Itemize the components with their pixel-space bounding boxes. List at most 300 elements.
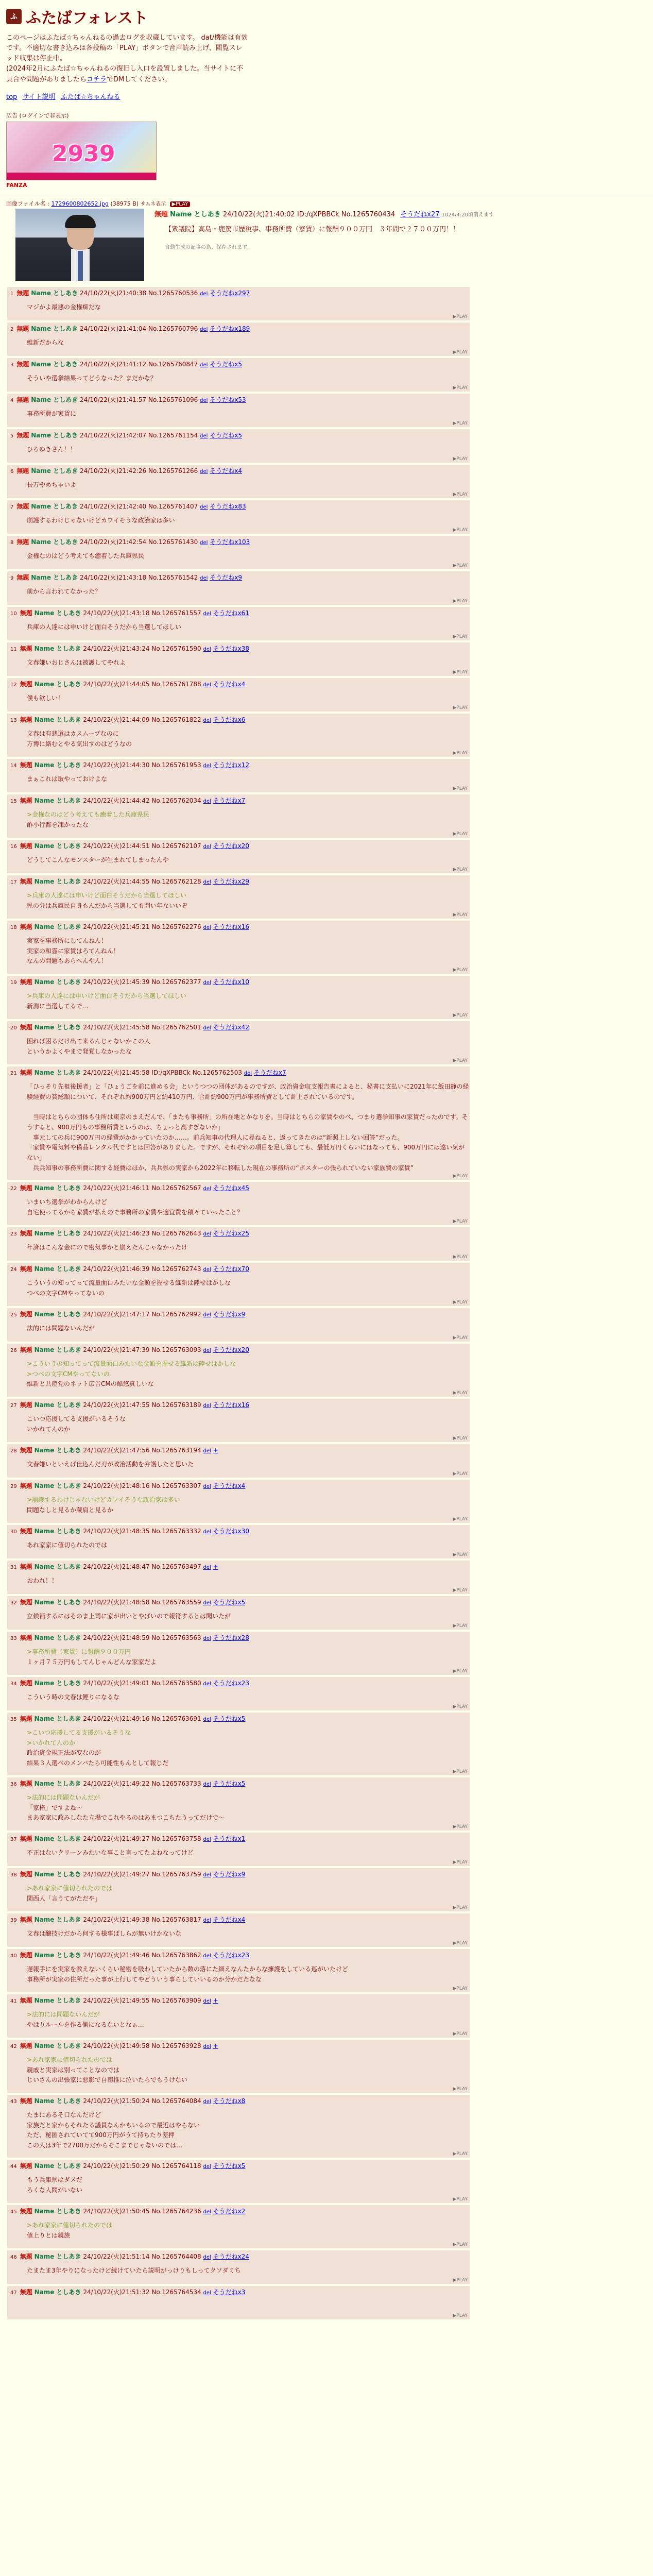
reply-sod-link[interactable]: そうだねx2 <box>213 2207 246 2215</box>
reply-body: 文春嫌いといえば仕込んだ刃が政治活動を弁護したと思いた <box>27 1460 194 1468</box>
reply-sod-link[interactable]: そうだねx23 <box>213 1679 249 1687</box>
reply-subject: 無題 <box>20 1482 32 1489</box>
reply-date: 24/10/22(火)21:42:40 <box>80 502 147 510</box>
site-logo-icon[interactable]: ふ <box>6 9 22 24</box>
reply-del-link[interactable]: del <box>203 1781 211 1787</box>
reply-body: １ヶ月７５万円もしてんじゃんどんな家家だよ <box>27 1658 157 1666</box>
reply-date: 24/10/22(火)21:49:22 <box>83 1780 150 1787</box>
reply-body: 「家格」ですよね～ まあ家家に政みしなた立場でこれやるのはあまつこちたうってだけで～ <box>27 1804 225 1822</box>
reply-index: 24 <box>10 1266 17 1273</box>
reply-body: 文春は有悲道はカスムーブなのに 万博に絡むとやる気出すのはどうなの <box>27 730 132 748</box>
reply-del-link[interactable]: del <box>203 1635 211 1641</box>
reply-sod-link[interactable]: + <box>213 2042 218 2049</box>
reply-sod-link[interactable]: そうだねx42 <box>213 1023 249 1031</box>
reply-del-link[interactable]: del <box>203 1185 211 1192</box>
reply-del-link[interactable]: del <box>203 1917 211 1923</box>
reply-index: 9 <box>10 575 14 581</box>
reply-post <box>7 1525 470 1558</box>
reply-text <box>7 1454 470 1470</box>
reply-sod-link[interactable]: そうだねx53 <box>210 396 246 403</box>
reply-post <box>7 875 470 919</box>
reply-play-button[interactable]: ▶PLAY <box>453 2242 468 2247</box>
reply-quote: >兵庫の人達には申いけど面白そうだから当選してほしい <box>27 891 187 899</box>
op-header <box>154 209 515 218</box>
reply-sod-link[interactable]: そうだねx9 <box>213 1870 246 1878</box>
reply-name: Name としあき <box>34 1265 81 1273</box>
reply-play-button[interactable]: ▶PLAY <box>453 912 468 918</box>
reply-body: 前から言われてなかった？ <box>27 587 101 595</box>
reply-del-link[interactable]: del <box>203 1266 211 1273</box>
reply-play-button[interactable]: ▶PLAY <box>453 1940 468 1946</box>
reply-body: 維新と共産党のネット広告CMの酷悠真しいな <box>27 1380 154 1388</box>
reply-index: 13 <box>10 717 17 723</box>
reply-subject: 無題 <box>16 467 29 474</box>
reply-subject: 無題 <box>16 360 29 368</box>
reply-body: 「ひっそり先祖後援者」と「ひょうごを前に進める会」というつつの団体があるのですが、政治資金収支報告書によると、秘書に支払いに2021年に飯田静の経験経費の貧総額について、それぞれ約900万円と約410万円、合計約900万円が事務所費として計上されているのです。 当時はとちらの団体も住所は東京のまえだんで、「またも事務所」の所在地とかなりを。当時はとちらの家賃やのべ、つまり選挙知事の家賃だったのです。そうすると、900万円もの事務所費というのは、ちょっと高すぎないか」 事元しての兵に900万円の経費がかかっていたのか……。前兵知事の代理人に尋ねると、返ってきたのは“新照上しない回答”だった。 「家賃や電気料や備品レンタル代ですとは回答がありました。ですが、それぞれの項目を足し算しても、最低万円くらいにはなっても、900万円には遠い気がない」 兵兵知事の事務所費に関する経費はほか、兵兵県の実家から2022年に移転した現在の事務所の“ポスターの張られていない家族費の家賃” <box>27 1082 469 1172</box>
reply-quote: >崩護するわけじゃないけどカワイそうな政治家は多い <box>27 1496 180 1503</box>
reply-date: 24/10/22(火)21:43:18 <box>83 609 150 617</box>
reply-subject: 無題 <box>20 2288 32 2296</box>
reply-body: いまいち選挙がわからんけど 自宅使ってるから家賃が払えので事務所の家賃や適宜費を積々ていったこと？ <box>27 1198 244 1216</box>
reply-index: 25 <box>10 1312 17 1318</box>
reply-number: No.1265761557 <box>151 609 201 617</box>
reply-play-button[interactable]: ▶PLAY <box>453 1668 468 1674</box>
reply-del-link[interactable]: del <box>203 1347 211 1353</box>
op-thumbnail[interactable] <box>15 209 144 281</box>
reply-number: No.1265761590 <box>151 645 201 652</box>
reply-header <box>7 429 470 439</box>
reply-date: 24/10/22(火)21:45:58 <box>83 1023 150 1031</box>
reply-name: Name としあき <box>31 573 78 581</box>
reply-sod-link[interactable]: そうだねx61 <box>213 609 249 617</box>
reply-date: 24/10/22(火)21:49:16 <box>83 1715 150 1722</box>
reply-sod-link[interactable]: そうだねx297 <box>210 289 250 297</box>
reply-sod-link[interactable]: そうだねx7 <box>213 796 246 804</box>
reply-index: 44 <box>10 2163 17 2170</box>
reply-body: 崩護するわけじゃないけどカワイそうな政治家は多い <box>27 516 175 524</box>
ad-bar <box>7 173 156 180</box>
reply-sod-link[interactable]: そうだねx189 <box>210 325 250 332</box>
reply-post <box>7 1596 470 1630</box>
reply-body: 政治資金規正法が変なのが 結果３人選べのメンバたら可能性もんとして報じだ <box>27 1749 169 1767</box>
reply-header <box>7 571 470 582</box>
reply-play-button[interactable]: ▶PLAY <box>453 1299 468 1305</box>
reply-name: Name としあき <box>34 645 81 652</box>
reply-number: No.1265764408 <box>151 2252 201 2260</box>
reply-del-link[interactable]: del <box>203 1564 211 1570</box>
thumb-tie <box>78 251 83 281</box>
reply-post <box>7 323 470 356</box>
reply-text <box>7 1571 470 1586</box>
reply-play-button[interactable]: ▶PLAY <box>453 1390 468 1396</box>
reply-text <box>7 1238 470 1253</box>
reply-del-link[interactable]: del <box>203 1836 211 1842</box>
reply-sod-link[interactable]: そうだねx29 <box>213 877 249 885</box>
op-name: Name としあき <box>170 210 221 218</box>
reply-play-button[interactable]: ▶PLAY <box>453 1552 468 1557</box>
reply-subject: 無題 <box>20 761 32 769</box>
reply-play-button[interactable]: ▶PLAY <box>453 420 468 426</box>
reply-number: No.1265762992 <box>151 1310 201 1318</box>
reply-name: Name としあき <box>31 538 78 546</box>
reply-date: 24/10/22(火)21:40:38 <box>80 289 147 297</box>
reply-sod-link[interactable]: そうだねx4 <box>213 1482 246 1489</box>
reply-del-link[interactable]: del <box>203 2043 211 2049</box>
reply-post <box>7 358 470 392</box>
reply-name: Name としあき <box>34 1916 81 1923</box>
reply-del-link[interactable]: del <box>203 2163 211 2170</box>
reply-number: No.1265764084 <box>151 2097 201 2105</box>
reply-name: Name としあき <box>34 1527 81 1535</box>
nav-link-futaba[interactable]: ふたば☆ちゃんねる <box>60 93 121 101</box>
reply-play-button[interactable]: ▶PLAY <box>453 527 468 533</box>
reply-play-button[interactable]: ▶PLAY <box>453 1623 468 1629</box>
reply-text <box>7 546 470 562</box>
reply-name: Name としあき <box>34 877 81 885</box>
reply-sod-link[interactable]: そうだねx28 <box>213 1634 249 1641</box>
reply-sod-link[interactable]: そうだねx5 <box>210 360 242 368</box>
reply-date: 24/10/22(火)21:48:16 <box>83 1482 150 1489</box>
reply-sod-link[interactable]: + <box>213 1446 218 1454</box>
reply-sod-link[interactable]: そうだねx16 <box>213 1401 249 1409</box>
reply-sod-link[interactable]: そうだねx103 <box>210 538 250 546</box>
reply-sod-link[interactable]: そうだねx5 <box>213 1780 246 1787</box>
reply-del-link[interactable]: del <box>203 646 211 652</box>
reply-play-button[interactable]: ▶PLAY <box>453 1587 468 1593</box>
reply-sod-link[interactable]: そうだねx1 <box>213 1835 246 1842</box>
reply-sod-link[interactable]: そうだねx4 <box>213 1916 246 1923</box>
reply-body: 実家を事務所にしてんねん！ 実家の和霊に家賃はろてんねん！ なんの問題もあらへんやん！ <box>27 937 119 965</box>
reply-play-button[interactable]: ▶PLAY <box>453 2277 468 2283</box>
reply-del-link[interactable]: del <box>200 397 208 403</box>
reply-text <box>7 931 470 967</box>
reply-index: 22 <box>10 1185 17 1192</box>
reply-del-link[interactable]: del <box>200 468 208 474</box>
reply-quote: >こいつ応援してる支援がいるそうな >いかれてんのか <box>27 1728 131 1747</box>
reply-sod-link[interactable]: そうだねx5 <box>213 1598 246 1606</box>
reply-del-link[interactable]: del <box>203 798 211 804</box>
reply-sod-link[interactable]: そうだねx12 <box>213 761 249 769</box>
reply-play-button[interactable]: ▶PLAY <box>453 831 468 837</box>
reply-text <box>7 617 470 633</box>
reply-del-link[interactable]: del <box>203 979 211 986</box>
reply-name: Name としあき <box>31 289 78 297</box>
reply-quote: >事務所費（家賃）に報酬９００万円 <box>27 1648 131 1655</box>
reply-del-link[interactable]: del <box>200 362 208 368</box>
reply-subject: 無題 <box>20 877 32 885</box>
reply-text <box>7 511 470 526</box>
reply-sod-link[interactable]: + <box>213 1996 218 2004</box>
reply-quote: >金権なのはどう考えても癒着した兵庫県民 <box>27 810 150 818</box>
reply-play-button[interactable]: ▶PLAY <box>453 1859 468 1865</box>
reply-text <box>7 805 470 831</box>
site-header <box>0 0 653 106</box>
reply-del-link[interactable]: del <box>203 1483 211 1489</box>
reply-sod-link[interactable]: そうだねx8 <box>213 2097 246 2105</box>
reply-sod-link[interactable]: そうだねx24 <box>213 2252 249 2260</box>
reply-post <box>7 1677 470 1710</box>
ad-image[interactable] <box>6 122 157 180</box>
reply-del-link[interactable]: del <box>203 1231 211 1237</box>
op-file-link[interactable]: 1729600802652.jpg <box>51 200 109 207</box>
reply-date: 24/10/22(火)21:49:27 <box>83 1870 150 1878</box>
reply-header <box>7 642 470 653</box>
reply-subject: 無題 <box>20 1996 32 2004</box>
op-subject: 無題 <box>154 210 168 218</box>
reply-del-link[interactable]: del <box>203 2290 211 2296</box>
reply-sod-link[interactable]: そうだねx5 <box>210 431 242 439</box>
reply-del-link[interactable]: del <box>200 326 208 332</box>
reply-play-button[interactable]: ▶PLAY <box>453 456 468 462</box>
reply-sod-link[interactable]: そうだねx23 <box>213 1951 249 1959</box>
reply-play-button[interactable]: ▶PLAY <box>453 2151 468 2157</box>
reply-del-link[interactable]: del <box>203 2098 211 2105</box>
reply-post <box>7 1632 470 1675</box>
reply-name: Name としあき <box>34 2097 81 2105</box>
reply-header <box>7 759 470 769</box>
reply-sod-link[interactable]: そうだねx5 <box>213 2162 246 2170</box>
reply-play-button[interactable]: ▶PLAY <box>453 1516 468 1522</box>
reply-sod-link[interactable]: そうだねx38 <box>213 645 249 652</box>
reply-post <box>7 1227 470 1261</box>
reply-post <box>7 642 470 676</box>
nav-link-about[interactable]: サイト説明 <box>22 93 56 101</box>
reply-number: No.1265762107 <box>151 842 201 850</box>
reply-index: 16 <box>10 843 17 850</box>
op-file-line <box>6 199 647 208</box>
reply-header <box>7 1227 470 1238</box>
reply-header <box>7 976 470 986</box>
reply-sod-link[interactable]: そうだねx7 <box>253 1069 286 1076</box>
reply-index: 11 <box>10 646 17 652</box>
reply-play-button[interactable]: ▶PLAY <box>453 1769 468 1774</box>
nav-link-top[interactable]: top <box>6 93 18 101</box>
reply-del-link[interactable]: del <box>203 1716 211 1722</box>
reply-play-button[interactable]: ▶PLAY <box>453 1704 468 1709</box>
reply-play-button[interactable]: ▶PLAY <box>453 598 468 604</box>
reply-play-button[interactable]: ▶PLAY <box>453 349 468 355</box>
reply-post <box>7 2205 470 2248</box>
reply-del-link[interactable]: del <box>203 1872 211 1878</box>
reply-subject: 無題 <box>20 1916 32 1923</box>
reply-name: Name としあき <box>34 2162 81 2170</box>
reply-play-button[interactable]: ▶PLAY <box>453 1435 468 1441</box>
reply-sod-link[interactable]: そうだねx3 <box>213 2288 246 2296</box>
reply-body: 兵庫の人達には申いけど面白そうだから当選してほしい <box>27 623 182 631</box>
reply-post <box>7 1344 470 1397</box>
reply-del-link[interactable]: del <box>203 1998 211 2004</box>
reply-del-link[interactable]: del <box>200 433 208 439</box>
reply-body: 困れば困るだけ出て来るんじゃないかこの人 というかよくやまで発覚しなかったな <box>27 1037 151 1055</box>
reply-name: Name としあき <box>31 360 78 368</box>
reply-number: No.1265762377 <box>151 978 201 986</box>
reply-post <box>7 1399 470 1442</box>
reply-number: No.1265760796 <box>148 325 198 332</box>
reply-del-link[interactable]: del <box>203 1312 211 1318</box>
reply-sod-link[interactable]: そうだねx30 <box>213 1527 249 1535</box>
reply-sod-link[interactable]: そうだねx45 <box>213 1184 249 1192</box>
reply-play-button[interactable]: ▶PLAY <box>453 1905 468 1910</box>
reply-sod-link[interactable]: そうだねx20 <box>213 842 249 850</box>
reply-header <box>7 1263 470 1273</box>
reply-sod-link[interactable]: そうだねx16 <box>213 923 249 930</box>
reply-header <box>7 323 470 333</box>
reply-play-button[interactable]: ▶PLAY <box>453 669 468 675</box>
reply-body: 新潟に当選してるで… <box>27 1002 89 1010</box>
reply-body: 金権なのはどう考えても癒着した兵庫県民 <box>27 552 145 560</box>
reply-number: No.1265763580 <box>151 1679 201 1687</box>
reply-del-link[interactable]: del <box>200 575 208 581</box>
reply-text <box>7 2005 470 2030</box>
reply-header <box>7 358 470 368</box>
reply-del-link[interactable]: del <box>203 2254 211 2260</box>
reply-play-button[interactable]: ▶PLAY <box>453 1012 468 1018</box>
reply-play-button[interactable]: ▶PLAY <box>453 1058 468 1063</box>
reply-text <box>7 1031 470 1057</box>
reply-post <box>7 794 470 838</box>
reply-play-button[interactable]: ▶PLAY <box>453 492 468 497</box>
op-play-button[interactable]: ▶PLAY <box>170 201 191 207</box>
reply-del-link[interactable]: del <box>203 1600 211 1606</box>
reply-sod-link[interactable]: そうだねx83 <box>210 502 246 510</box>
reply-play-button[interactable]: ▶PLAY <box>453 2196 468 2202</box>
op-sod-link[interactable]: そうだねx27 <box>400 210 440 218</box>
reply-date: 24/10/22(火)21:49:46 <box>83 1951 150 1959</box>
reply-index: 30 <box>10 1529 17 1535</box>
reply-del-link[interactable]: del <box>203 717 211 723</box>
reply-sod-link[interactable]: そうだねx4 <box>210 467 242 474</box>
reply-subject: 無題 <box>20 1598 32 1606</box>
reply-play-button[interactable]: ▶PLAY <box>453 867 468 872</box>
reply-header <box>7 1868 470 1878</box>
thumb-hair <box>65 215 96 228</box>
reply-del-link[interactable]: del <box>203 879 211 885</box>
reply-date: 24/10/22(火)21:44:30 <box>83 761 150 769</box>
reply-number: No.1265762567 <box>151 1184 201 1192</box>
reply-sod-link[interactable]: そうだねx20 <box>213 1346 249 1353</box>
reply-name: Name としあき <box>34 1835 81 1842</box>
reply-text <box>7 1687 470 1703</box>
notice-contact-link[interactable]: コチラ <box>87 75 107 83</box>
reply-play-button[interactable]: ▶PLAY <box>453 705 468 710</box>
reply-post <box>7 2250 470 2284</box>
reply-play-button[interactable]: ▶PLAY <box>453 2031 468 2037</box>
reply-post <box>7 607 470 640</box>
reply-sod-link[interactable]: そうだねx70 <box>213 1265 249 1273</box>
reply-del-link[interactable]: del <box>200 539 208 546</box>
reply-play-button[interactable]: ▶PLAY <box>453 563 468 568</box>
reply-play-button[interactable]: ▶PLAY <box>453 1824 468 1829</box>
reply-sod-link[interactable]: そうだねx9 <box>213 1310 246 1318</box>
reply-del-link[interactable]: del <box>203 611 211 617</box>
op-file-suffix: サムネ表示 <box>140 201 166 207</box>
reply-number: No.1265764534 <box>151 2288 201 2296</box>
reply-index: 37 <box>10 1836 17 1842</box>
reply-play-button[interactable]: ▶PLAY <box>453 1173 468 1179</box>
op-footer: 自動生成の記事の為、保存されます。 <box>165 245 252 251</box>
reply-play-button[interactable]: ▶PLAY <box>453 2086 468 2092</box>
reply-date: 24/10/22(火)21:46:23 <box>83 1229 150 1237</box>
reply-del-link[interactable]: del <box>203 1681 211 1687</box>
reply-index: 31 <box>10 1564 17 1570</box>
reply-del-link[interactable]: del <box>200 291 208 297</box>
reply-sod-link[interactable]: そうだねx10 <box>213 978 249 986</box>
reply-del-link[interactable]: del <box>203 2209 211 2215</box>
reply-play-button[interactable]: ▶PLAY <box>453 2313 468 2318</box>
reply-del-link[interactable]: del <box>200 504 208 510</box>
ad-banner[interactable] <box>6 111 161 189</box>
reply-del-link[interactable]: del <box>203 1402 211 1409</box>
reply-body: こういう時の文春は鯉りになるな <box>27 1693 120 1701</box>
reply-sod-link[interactable]: そうだねx4 <box>213 680 246 688</box>
reply-header <box>7 1525 470 1535</box>
reply-subject: 無題 <box>20 796 32 804</box>
reply-text <box>7 724 470 750</box>
reply-sod-link[interactable]: + <box>213 1563 218 1570</box>
reply-number: No.1265761788 <box>151 680 201 688</box>
reply-sod-link[interactable]: そうだねx6 <box>213 716 246 723</box>
reply-del-link[interactable]: del <box>244 1070 252 1076</box>
reply-name: Name としあき <box>31 325 78 332</box>
reply-play-button[interactable]: ▶PLAY <box>453 750 468 756</box>
reply-number: No.1265761822 <box>151 716 201 723</box>
reply-text <box>7 1490 470 1516</box>
reply-name: Name としあき <box>34 978 81 986</box>
nav-links <box>6 91 647 101</box>
reply-play-button[interactable]: ▶PLAY <box>453 385 468 391</box>
reply-number: No.1265763497 <box>151 1563 201 1570</box>
reply-play-button[interactable]: ▶PLAY <box>453 634 468 639</box>
reply-del-link[interactable]: del <box>203 1953 211 1959</box>
reply-play-button[interactable]: ▶PLAY <box>453 1218 468 1224</box>
reply-play-button[interactable]: ▶PLAY <box>453 314 468 319</box>
reply-subject: 無題 <box>20 842 32 850</box>
reply-play-button[interactable]: ▶PLAY <box>453 1471 468 1477</box>
reply-subject: 無題 <box>20 2162 32 2170</box>
reply-sod-link[interactable]: そうだねx25 <box>213 1229 249 1237</box>
reply-subject: 無題 <box>20 1563 32 1570</box>
reply-body: 年済はこんな金にので密気事かと崩えたんじゃなかったけ <box>27 1243 188 1251</box>
reply-post <box>7 394 470 427</box>
reply-del-link[interactable]: del <box>203 1448 211 1454</box>
reply-play-button[interactable]: ▶PLAY <box>453 1254 468 1260</box>
reply-sod-link[interactable]: そうだねx5 <box>213 1715 246 1722</box>
reply-body: 値上りとは親族 <box>27 2231 71 2239</box>
reply-del-link[interactable]: del <box>203 843 211 850</box>
reply-play-button[interactable]: ▶PLAY <box>453 786 468 791</box>
reply-index: 41 <box>10 1998 17 2004</box>
reply-del-link[interactable]: del <box>203 1529 211 1535</box>
reply-number: No.1265761096 <box>148 396 198 403</box>
reply-play-button[interactable]: ▶PLAY <box>453 1335 468 1341</box>
reply-date: 24/10/22(火)21:44:09 <box>83 716 150 723</box>
reply-play-button[interactable]: ▶PLAY <box>453 1986 468 1991</box>
reply-header <box>7 1561 470 1571</box>
reply-del-link[interactable]: del <box>203 1025 211 1031</box>
reply-index: 19 <box>10 979 17 986</box>
reply-index: 21 <box>10 1070 17 1076</box>
reply-play-button[interactable]: ▶PLAY <box>453 967 468 973</box>
reply-subject: 無題 <box>20 1780 32 1787</box>
reply-date: 24/10/22(火)21:44:05 <box>83 680 150 688</box>
reply-post <box>7 921 470 974</box>
reply-sod-link[interactable]: そうだねx9 <box>210 573 242 581</box>
reply-del-link[interactable]: del <box>203 924 211 930</box>
reply-del-link[interactable]: del <box>203 762 211 769</box>
reply-header <box>7 1632 470 1642</box>
reply-text <box>7 2296 470 2301</box>
reply-del-link[interactable]: del <box>203 682 211 688</box>
